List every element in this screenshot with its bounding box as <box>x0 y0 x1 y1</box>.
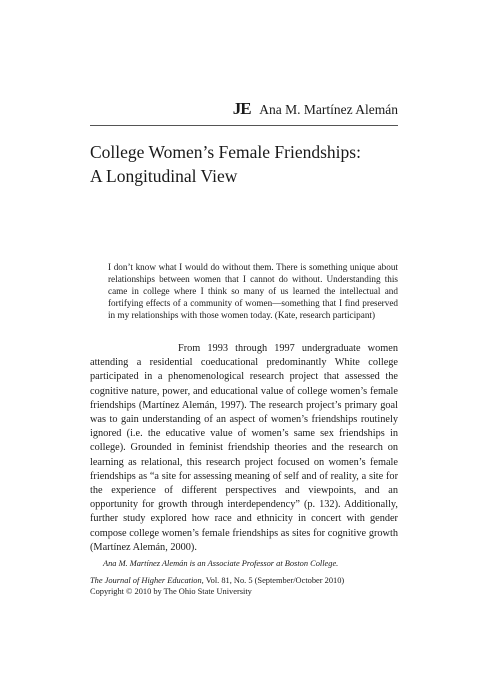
running-header <box>90 100 398 119</box>
article-title <box>90 140 410 188</box>
title-line-2: A Longitudinal View <box>90 166 238 186</box>
body-paragraph <box>90 342 398 555</box>
epigraph: I don’t know what I would do without them. There is something unique about relationships between women that I cannot do without. Understanding this came in college where I think so many of us learned the intellectual and fortifying effects of a community of women—something that I find preserved in my relationships with those women today. (Kate, research participant) <box>108 262 398 320</box>
author-name: Ana M. Martínez Alemán <box>259 102 398 117</box>
journal-logo: JE <box>232 99 251 118</box>
citation <box>90 576 400 597</box>
title-line-1: College Women’s Female Friendships: <box>90 142 361 162</box>
copyright: Copyright © 2010 by The Ohio State University <box>90 586 252 596</box>
body-text: From 1993 through 1997 undergraduate women attending a residential coeducational predominantly White college participated in a phenomenological research project that assessed the cognitive nature, power, and educational value of college women’s female friendships (Martínez Alemán, 1997). The research project’s primary goal was to gain understanding of an aspect of women’s friendships routinely ignored (i.e. the educative value of women’s same sex friendships in college). Grounded in feminist friendship theories and the research on learning as relational, this research project focused on women’s female friendships as “a site for assessing meaning of self and of reality, a site for the experience of different perspectives and viewpoints, and an opportunity for growth through interdependency” (p. 132). Additionally, further study explored how race and ethnicity in concert with gender compose college women’s female friendships as sites for cognitive growth (Martínez Alemán, 2000). <box>90 343 398 553</box>
header-rule <box>90 125 398 126</box>
author-bio: Ana M. Martínez Alemán is an Associate Professor at Boston College. <box>103 559 339 568</box>
issue-info: Vol. 81, No. 5 (September/October 2010) <box>203 576 345 585</box>
journal-name: The Journal of Higher Education, <box>90 576 204 585</box>
